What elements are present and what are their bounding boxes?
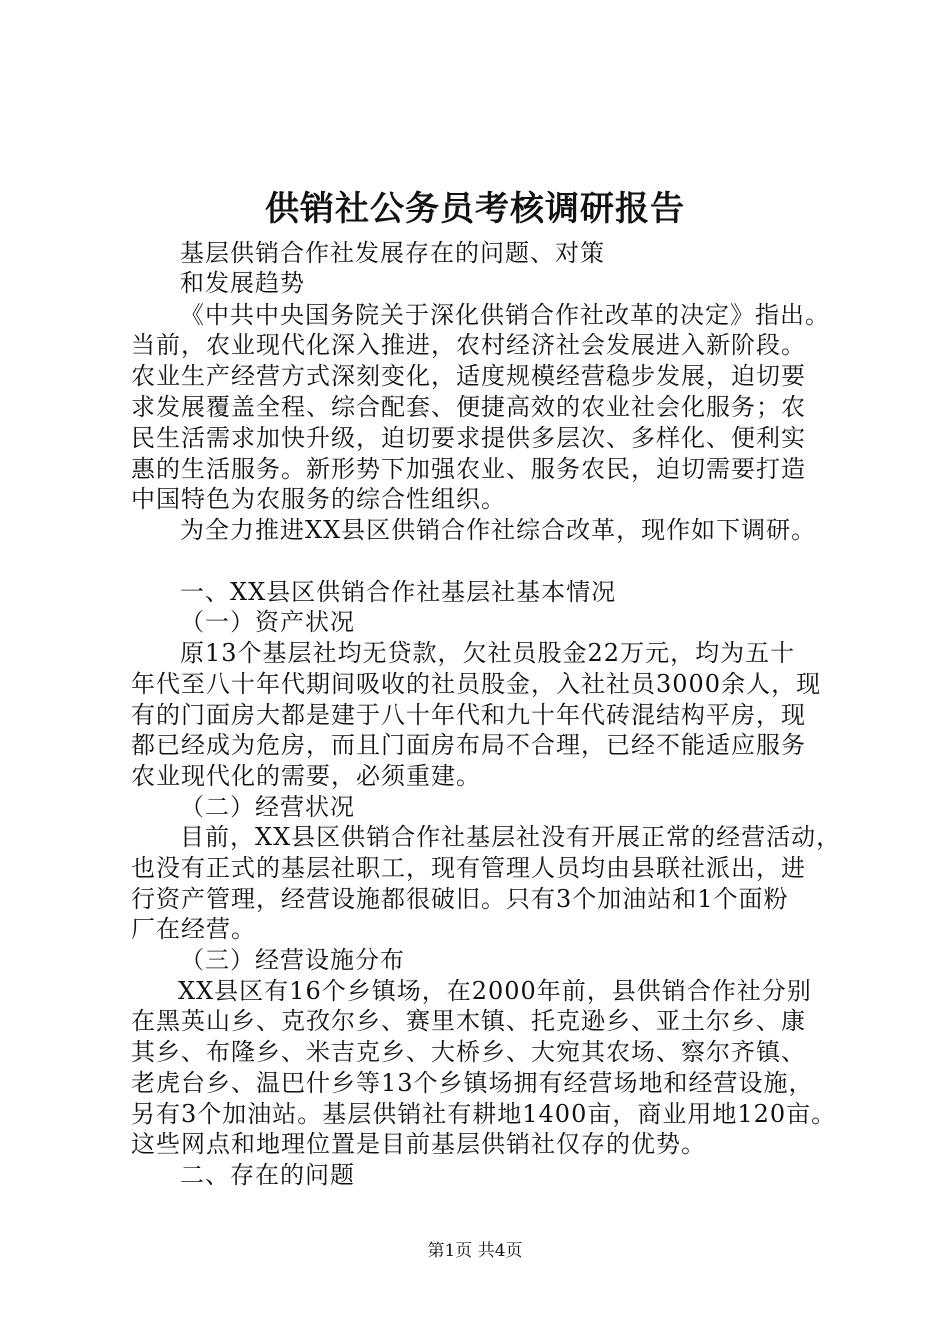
paragraph-line: 农业现代化的需要，必须重建。 bbox=[131, 762, 481, 790]
paragraph-line: 求发展覆盖全程、综合配套、便捷高效的农业社会化服务；农 bbox=[131, 393, 806, 421]
paragraph-line: 老虎台乡、温巴什乡等13个乡镇场拥有经营场地和经营设施， bbox=[131, 1069, 814, 1097]
paragraph-line: 另有3个加油站。基层供销社有耕地1400亩，商业用地120亩。 bbox=[131, 1100, 837, 1128]
paragraph-line: 原13个基层社均无贷款，欠社员股金22万元，均为五十 bbox=[180, 639, 796, 667]
subsection-heading: （二）经营状况 bbox=[180, 793, 355, 821]
paragraph-line: 当前，农业现代化深入推进，农村经济社会发展进入新阶段。 bbox=[131, 331, 806, 359]
paragraph-line: 都已经成为危房，而且门面房布局不合理，已经不能适应服务 bbox=[131, 731, 806, 759]
subtitle-line-2: 和发展趋势 bbox=[180, 269, 305, 297]
paragraph-line: 民生活需求加快升级，迫切要求提供多层次、多样化、便利实 bbox=[131, 424, 806, 452]
section-heading: 一、XX县区供销合作社基层社基本情况 bbox=[180, 578, 617, 606]
paragraph-line: 也没有正式的基层社职工，现有管理人员均由县联社派出，进 bbox=[131, 854, 806, 882]
paragraph-line: 有的门面房大都是建于八十年代和九十年代砖混结构平房，现 bbox=[131, 701, 806, 729]
paragraph-line: 为全力推进XX县区供销合作社综合改革，现作如下调研。 bbox=[180, 516, 817, 544]
paragraph-line: 农业生产经营方式深刻变化，适度规模经营稳步发展，迫切要 bbox=[131, 362, 806, 390]
paragraph-line: 惠的生活服务。新形势下加强农业、服务农民，迫切需要打造 bbox=[131, 455, 806, 483]
paragraph-line: 中国特色为农服务的综合性组织。 bbox=[131, 485, 506, 513]
page-footer: 第1页 共4页 bbox=[427, 1241, 523, 1261]
paragraph-line: 厂在经营。 bbox=[131, 915, 256, 943]
paragraph-line: 《中共中央国务院关于深化供销合作社改革的决定》指出。 bbox=[180, 301, 830, 329]
paragraph-line: 目前，XX县区供销合作社基层社没有开展正常的经营活动， bbox=[180, 823, 842, 851]
paragraph-line: 这些网点和地理位置是目前基层供销社仅存的优势。 bbox=[131, 1130, 706, 1158]
paragraph-line: 在黑英山乡、克孜尔乡、赛里木镇、托克逊乡、亚土尔乡、康 bbox=[131, 1007, 806, 1035]
subtitle-line-1: 基层供销合作社发展存在的问题、对策 bbox=[180, 239, 605, 267]
paragraph-line: 其乡、布隆乡、米吉克乡、大桥乡、大宛其农场、察尔齐镇、 bbox=[131, 1038, 806, 1066]
paragraph-line: 行资产管理，经营设施都很破旧。只有3个加油站和1个面粉 bbox=[131, 885, 789, 913]
paragraph-line: XX县区有16个乡镇场，在2000年前，县供销合作社分别 bbox=[178, 977, 812, 1005]
section-heading: 二、存在的问题 bbox=[180, 1161, 355, 1189]
document-title: 供销社公务员考核调研报告 bbox=[265, 189, 685, 229]
subsection-heading: （三）经营设施分布 bbox=[180, 946, 405, 974]
subsection-heading: （一）资产状况 bbox=[180, 608, 355, 636]
paragraph-line: 年代至八十年代期间吸收的社员股金，入社社员3000余人，现 bbox=[131, 670, 822, 698]
